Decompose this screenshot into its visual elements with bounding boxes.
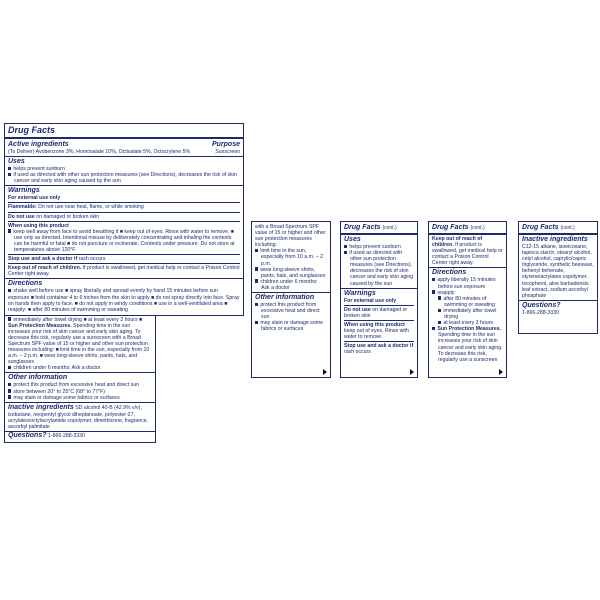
- directions-text: shake well before use ■ spray liberally and spread evenly by hand 15 minutes before sun exposure ■ hold container 4 to 6 inches from the skin to apply ■ do not spray directly into face. Spray on hands then apply to face. ■ do not apply in windy conditions ■ use in a well-ventilated area ■ reapply: ■ after 80 minutes of swimming or sweating: [8, 288, 240, 313]
- other-item: store between 20° to 25°C (68° to 77°F): [8, 389, 152, 395]
- bullet-square-icon: [8, 366, 11, 369]
- drug-facts-panel-1: [251, 221, 331, 378]
- bullet-square-icon: [8, 229, 11, 232]
- panel-title: Drug Facts (cont.): [344, 224, 397, 231]
- divider: [5, 402, 155, 403]
- divider: [5, 278, 243, 279]
- uses-heading: Uses: [344, 236, 361, 243]
- other-item: may stain or damage some fabrics or surfaces: [8, 395, 152, 401]
- main-label-lower-box: [4, 315, 156, 444]
- divider: [5, 185, 243, 186]
- divider: [429, 267, 506, 268]
- panel-title: Drug Facts (cont.): [522, 224, 575, 231]
- uses-heading: Uses: [8, 158, 25, 166]
- divider: [344, 305, 414, 306]
- do-not-use: Do not use on damaged or broken skin: [8, 213, 100, 220]
- inactive-ingredients: Inactive ingredients SD alcohol 40-B (42.9% v/v), isobutane, neopentyl glycol diheptanoate, polyester-27, acrylates/octylacrylamide copolymer, dimethicone, fragrance, ascorbyl palmitate: [8, 403, 149, 430]
- sun-measure-item: wear long-sleeve shirts, pants, hats, and sunglasses: [255, 267, 327, 279]
- sun-protection-item: Sun Protection Measures. Spending time in the sun increases your risk of skin cancer and early skin aging. To decrease this risk, regularly use a sunscreen: [432, 326, 503, 363]
- directions-continued: immediately after towel drying ■ at least every 2 hours ■ Sun Protection Measures. Spending time in the sun increases your risk of skin cancer and early skin aging. To decrease this risk, regularly use a sunscreen with a Broad Spectrum SPF value of 15 or higher and other sun protection measures including: ■ limit time in the sun, especially from 10 a.m. – 2 p.m. ■ wear long-sleeve shirts, pants, hats, and sunglasses: [8, 316, 150, 366]
- uses-item: helps prevent sunburn: [344, 244, 414, 250]
- bullet-square-icon: [438, 296, 441, 299]
- bullet-square-icon: [8, 395, 11, 398]
- bullet-square-icon: [255, 303, 258, 306]
- spf-text: with a Broad Spectrum SPF value of 15 or higher and other sun protection measures including:: [255, 224, 326, 249]
- bullet-square-icon: [8, 167, 11, 170]
- inactive-ingredients-heading: Inactive ingredients: [522, 236, 588, 243]
- stop-use: Stop use and ask a doctor if rash occurs: [344, 343, 414, 356]
- other-item: may stain or damage some fabrics or surfaces: [255, 320, 327, 332]
- questions-heading: Questions?: [522, 301, 561, 309]
- divider: [344, 341, 414, 342]
- keep-out-of-reach: Keep out of reach of children. If product is swallowed, get medical help or contact a Poison Control Center right away.: [432, 236, 503, 267]
- main-drug-facts-label: [4, 123, 244, 443]
- directions-children: children under 6 months: Ask a doctor: [8, 365, 152, 371]
- divider: [5, 137, 243, 139]
- when-using-heading: When using this product: [8, 222, 69, 229]
- inactive-ingredients-text: C12-15 alkane, isoeicosane, tapioca starch, stearyl alcohol, cetyl alcohol, caprylic/capric triglyceride, synthetic beeswax, behenyl behenate, styrene/acrylates copolymer, tocopherol, aloe barbadensis leaf extract, sodium ascorbyl phosphate: [522, 244, 594, 299]
- bullet-square-icon: [432, 327, 435, 330]
- divider: [341, 288, 417, 289]
- bullet-square-icon: [438, 321, 441, 324]
- drug-facts-panel-4: [518, 221, 598, 334]
- divider: [519, 300, 597, 301]
- questions: Questions? 1-866-288-3330: [8, 432, 85, 439]
- children-item: children under 6 months: Ask a doctor: [255, 279, 327, 291]
- other-item: protect this product from excessive heat and direct sun: [255, 302, 327, 320]
- other-item: protect this product from excessive heat and direct sun: [8, 382, 152, 388]
- active-row: [8, 149, 240, 155]
- directions-heading: Directions: [432, 269, 467, 277]
- bullet-square-icon: [8, 389, 11, 392]
- stop-use: Stop use and ask a doctor if rash occurs: [8, 256, 106, 263]
- bullet-square-icon: [255, 279, 258, 282]
- bullet-square-icon: [432, 278, 435, 281]
- bullet-square-icon: [344, 245, 347, 248]
- divider: [5, 372, 155, 373]
- sun-measure-item: limit time in the sun, especially from 10 a.m. – 2 p.m.: [255, 248, 327, 266]
- questions-phone: 1-866-288-3330: [522, 309, 559, 316]
- divider: [252, 292, 330, 293]
- other-info-heading: Other information: [8, 374, 68, 382]
- bullet-square-icon: [8, 289, 11, 292]
- purpose-heading: Purpose: [211, 141, 240, 148]
- divider: [344, 320, 414, 321]
- when-using-text: keep well away from face to avoid breathing it ■ keep out of eyes. Rinse with water to remove. ■ use only as directed. Intentional misuse by deliberately concentrating and inhaling the contents can be harmful or fatal ■ do not puncture or incinerate. Contents under pressure. Do not store at temperatures above 120°F: [8, 229, 240, 253]
- warnings-heading: Warnings: [344, 289, 376, 297]
- bullet-square-icon: [344, 251, 347, 254]
- next-arrow-icon: [410, 369, 414, 375]
- divider: [8, 202, 240, 203]
- divider: [8, 263, 240, 264]
- bullet-square-icon: [432, 290, 435, 293]
- reapply-item: at least every 2 hours: [432, 320, 503, 326]
- do-not-use: Do not use on damaged or broken skin: [344, 306, 408, 319]
- bullet-square-icon: [8, 383, 11, 386]
- direction-item: apply liberally 15 minutes before sun exposure: [432, 277, 503, 289]
- divider: [519, 233, 597, 235]
- divider: [341, 233, 417, 235]
- flammable-warning: Flammable: Do not use near heat, flame, or while smoking: [8, 204, 144, 211]
- uses-item: if used as directed with other sun protection measures (see Directions), decreases the risk of skin cancer and early skin aging caused by the sun: [8, 172, 240, 184]
- divider: [8, 212, 240, 213]
- bullet-square-icon: [255, 321, 258, 324]
- divider: [5, 156, 243, 157]
- next-arrow-icon: [323, 369, 327, 375]
- main-label-upper-box: [4, 123, 244, 316]
- divider: [8, 221, 240, 222]
- active-header-row: [8, 140, 240, 149]
- direction-item: reapply:: [432, 290, 503, 296]
- drug-facts-title: Drug Facts: [8, 125, 56, 135]
- bullet-square-icon: [255, 267, 258, 270]
- when-using: When using this product keep out of eyes. Rinse with water to remove.: [344, 321, 409, 341]
- bullet-square-icon: [438, 309, 441, 312]
- reapply-item: immediately after towel drying: [432, 308, 503, 320]
- active-ingredients-text: (To Deliver) Avobenzone 3%, Homosalate 10%, Octisalate 5%, Octocrylene 5%: [8, 149, 191, 155]
- directions-heading: Directions: [8, 280, 43, 288]
- uses-item: if used as directed with other sun protection measures (see Directions), decreases the risk of skin cancer and early skin aging caused by the sun: [344, 250, 414, 287]
- reapply-item: after 80 minutes of swimming or sweating: [432, 296, 503, 308]
- purpose-value: Sunscreen: [215, 149, 240, 155]
- external-use: For external use only: [8, 195, 61, 202]
- external-use: For external use only: [344, 297, 397, 304]
- panel-title: Drug Facts (cont.): [432, 224, 485, 231]
- bullet-square-icon: [8, 317, 11, 320]
- bullet-square-icon: [8, 173, 11, 176]
- other-info-heading: Other information: [255, 294, 315, 302]
- bullet-square-icon: [255, 249, 258, 252]
- divider: [8, 254, 240, 255]
- active-ingredients-heading: Active ingredients: [8, 141, 69, 148]
- drug-facts-panel-3: [428, 221, 507, 378]
- divider: [429, 233, 506, 235]
- warnings-heading: Warnings: [8, 187, 40, 195]
- drug-facts-panel-2: [340, 221, 418, 378]
- keep-out-of-reach: Keep out of reach of children. If product is swallowed, get medical help or contact a Poison Control Center right away.: [8, 265, 240, 278]
- uses-item: helps prevent sunburn: [8, 166, 240, 172]
- next-arrow-icon: [499, 369, 503, 375]
